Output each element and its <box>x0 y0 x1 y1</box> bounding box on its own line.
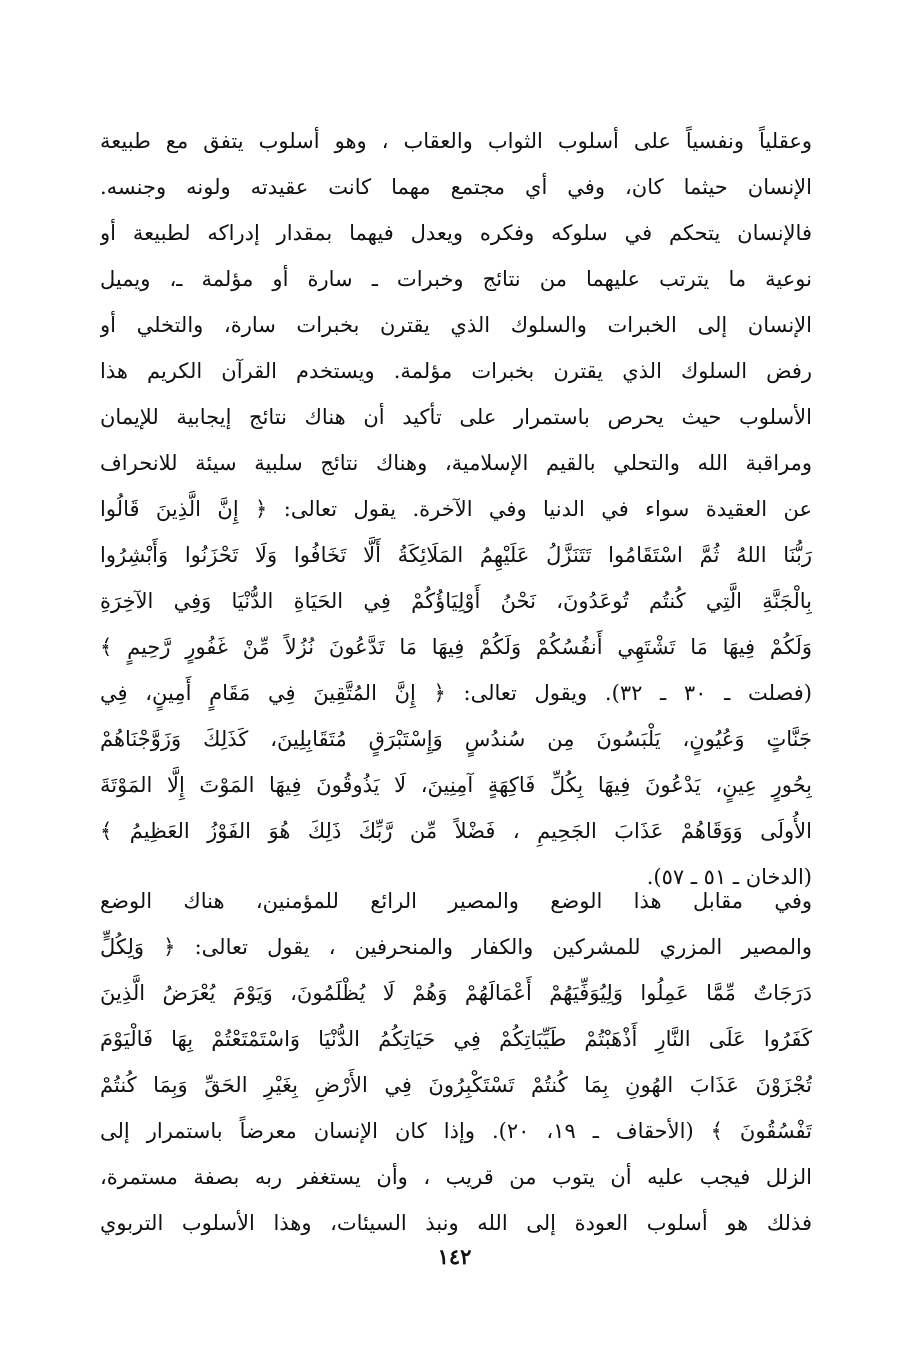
text-line: فذلك هو أسلوب العودة إلى الله ونبذ السيئات، وهذا الأسلوب التربوي <box>100 1211 812 1235</box>
text-line: تَفْسُقُونَ ﴾ (الأحقاف ـ ١٩، ٢٠). وإذا كان الإنسان معرضاً باستمرار إلى <box>100 1119 812 1143</box>
text-line: الإنسان حيثما كان، وفي أي مجتمع مهما كانت عقيدته ولونه وجنسه. <box>100 175 812 199</box>
text-line: ومراقبة الله والتحلي بالقيم الإسلامية، وهناك نتائج سلبية سيئة للانحراف <box>100 451 812 475</box>
text-line: فالإنسان يتحكم في سلوكه وفكره ويعدل فيهما بمقدار إدراكه لطبيعة أو <box>100 221 812 245</box>
quran-verse-line: جَنَّاتٍ وَعُيُونٍ، يَلْبَسُونَ مِن سُندُسٍ وَإِسْتَبْرَقٍ مُتَقَابِلِينَ، كَذَلِكَ وَزَوَّجْنَاهُمْ <box>100 727 812 751</box>
quran-verse-line: دَرَجَاتٌ مِّمَّا عَمِلُوا وَلِيُوَفِّيَهُمْ أَعْمَالَهُمْ وَهُمْ لَا يُظْلَمُونَ، وَيَوْمَ يُعْرَضُ الَّذِينَ <box>100 981 812 1005</box>
text-line: الأسلوب حيث يحرص باستمرار على تأكيد أن هناك نتائج إيجابية للإيمان <box>100 405 812 429</box>
text-line: والمصير المزري للمشركين والكفار والمنحرفين ، يقول تعالى: ﴿ وَلِكُلٍّ <box>100 935 812 959</box>
quran-verse-line: بِالْجَنَّةِ الَّتِي كُنتُم تُوعَدُونَ، نَحْنُ أَوْلِيَاؤُكُمْ فِي الحَيَاةِ الدُّنْيَا وَفِي الآخِرَةِ <box>100 589 812 613</box>
text-line: الزلل فيجب عليه أن يتوب من قريب ، وأن يستغفر ربه بصفة مستمرة، <box>100 1165 812 1189</box>
citation-line: (الدخان ـ ٥١ ـ ٥٧). <box>646 865 812 889</box>
text-line: وعقلياً ونفسياً على أسلوب الثواب والعقاب ، وهو أسلوب يتفق مع طبيعة <box>100 129 812 153</box>
text-line: وفي مقابل هذا الوضع والمصير الرائع للمؤمنين، هناك الوضع <box>100 889 812 913</box>
paragraph-2 <box>100 878 812 1246</box>
text-line: رفض السلوك الذي يقترن بخبرات مؤلمة. ويستخدم القرآن الكريم هذا <box>100 359 812 383</box>
text-line: نوعية ما يترتب عليهما من نتائج وخبرات ـ سارة أو مؤلمة ـ، ويميل <box>100 267 812 291</box>
text-line: الإنسان إلى الخبرات والسلوك الذي يقترن بخبرات سارة، والتخلي أو <box>100 313 812 337</box>
text-line: عن العقيدة سواء في الدنيا وفي الآخرة. يقول تعالى: ﴿ إِنَّ الَّذِينَ قَالُوا <box>100 497 812 521</box>
quran-verse-line: تُجْزَوْنَ عَذَابَ الهُونِ بِمَا كُنتُمْ تَسْتَكْبِرُونَ فِي الأَرْضِ بِغَيْرِ الحَقِّ وَبِمَا كُنتُمْ <box>100 1073 812 1097</box>
quran-verse-line: الأُولَى وَوَقَاهُمْ عَذَابَ الجَحِيمِ ، فَضْلاً مِّن رَّبِّكَ ذَلِكَ هُوَ الفَوْزُ العَظِيمُ ﴾ <box>100 819 812 843</box>
quran-verse-line: كَفَرُوا عَلَى النَّارِ أَذْهَبْتُمْ طَيِّبَاتِكُمْ فِي حَيَاتِكُمُ الدُّنْيَا وَاسْتَمْتَعْتُمْ بِهَا فَالْيَوْمَ <box>100 1027 812 1051</box>
quran-verse-line: وَلَكُمْ فِيهَا مَا تَشْتَهِي أَنفُسُكُمْ وَلَكُمْ فِيهَا مَا تَدَّعُونَ نُزُلاً مِّنْ غَفُورٍ رَّحِيمٍ ﴾ <box>100 635 812 659</box>
quran-verse-line: بِحُورٍ عِينٍ، يَدْعُونَ فِيهَا بِكُلِّ فَاكِهَةٍ آمِنِينَ، لَا يَذُوقُونَ فِيهَا المَوْتَ إِلَّا المَوْتَةَ <box>100 773 812 797</box>
text-line: (فصلت ـ ٣٠ ـ ٣٢). ويقول تعالى: ﴿ إِنَّ المُتَّقِينَ فِي مَقَامٍ أَمِينٍ، فِي <box>100 681 812 705</box>
page-number: ١٤٢ <box>437 1244 472 1269</box>
quran-verse-line: رَبُّنَا اللهُ ثُمَّ اسْتَقَامُوا تَتَنَزَّلُ عَلَيْهِمُ المَلَائِكَةُ أَلَّا تَخَافُوا وَلَا تَحْزَنُوا وَأَبْشِرُوا <box>100 543 812 567</box>
paragraph-1 <box>100 118 812 900</box>
